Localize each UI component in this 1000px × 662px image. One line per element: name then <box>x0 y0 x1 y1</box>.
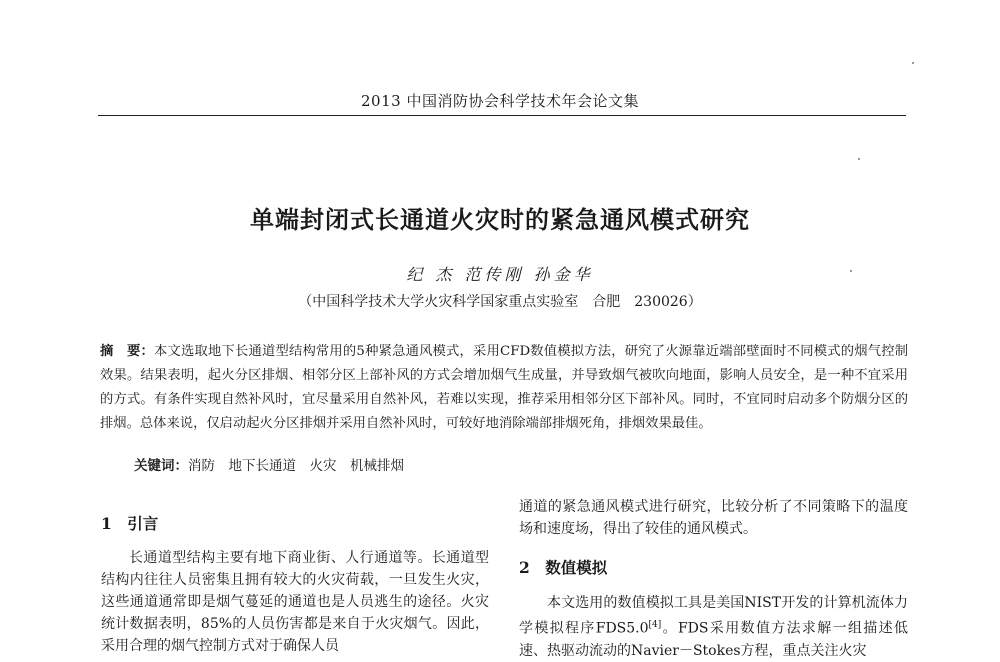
keywords <box>134 454 404 474</box>
scan-speck <box>912 62 914 64</box>
section-1-heading: 1 引言 <box>101 514 159 533</box>
authors: 纪 杰 范传刚 孙金华 <box>406 265 594 284</box>
header-rule <box>98 115 906 116</box>
section-1-continuation: 通道的紧急通风模式进行研究，比较分析了不同策略下的温度场和速度场，得出了较佳的通风模式。 <box>519 499 908 537</box>
section-2-heading: 2 数值模拟 <box>519 558 608 577</box>
reference-marker: [4] <box>648 620 662 630</box>
abstract <box>100 340 908 436</box>
section-2-text-b: 。FDS采用数值方法求解一组描述低速、热驱动流动的Navier－Stokes方程，重点关注火灾 <box>519 620 909 659</box>
section-1-body: 长通道型结构主要有地下商业街、人行通道等。长通道型结构内往往人员密集且拥有较大的火灾荷载，一旦发生火灾，这些通道通常即是烟气蔓延的通道也是人员逃生的途径。火灾统计数据表明，85%的人员伤害都是来自于火灾烟气。因此，采用合理的烟气控制方式对于确保人员 <box>101 550 489 654</box>
scan-speck <box>850 270 852 272</box>
abstract-text: 本文选取地下长通道型结构常用的5种紧急通风模式，采用CFD数值模拟方法，研究了火源靠近端部壁面时不同模式的烟气控制效果。结果表明，起火分区排烟、相邻分区上部补风的方式会增加烟气生成量，并导致烟气被吹向地面，影响人员安全，是一种不宜采用的方式。有条件实现自然补风时，宜尽量采用自然补风，若难以实现，推荐采用相邻分区下部补风。同时，不宜同时启动多个防烟分区的排烟。总体来说，仅启动起火分区排烟并采用自然补风时，可较好地消除端部排烟死角，排烟效果最佳。 <box>100 344 908 431</box>
affiliation: （中国科学技术大学火灾科学国家重点实验室 合肥 230026） <box>298 294 702 310</box>
section-2-text-a: 本文选用的数值模拟工具是美国NIST开发的计算机流体力学模拟程序FDS5.0 <box>519 595 908 637</box>
paper-title: 单端封闭式长通道火灾时的紧急通风模式研究 <box>250 205 750 234</box>
scan-speck <box>858 158 860 160</box>
keywords-label: 关键词： <box>134 458 188 474</box>
abstract-label: 摘 要： <box>100 344 154 359</box>
running-header: 2013 中国消防协会科学技术年会论文集 <box>361 92 639 110</box>
section-2-body <box>519 592 908 662</box>
keywords-text: 消防 地下长通道 火灾 机械排烟 <box>188 458 404 474</box>
